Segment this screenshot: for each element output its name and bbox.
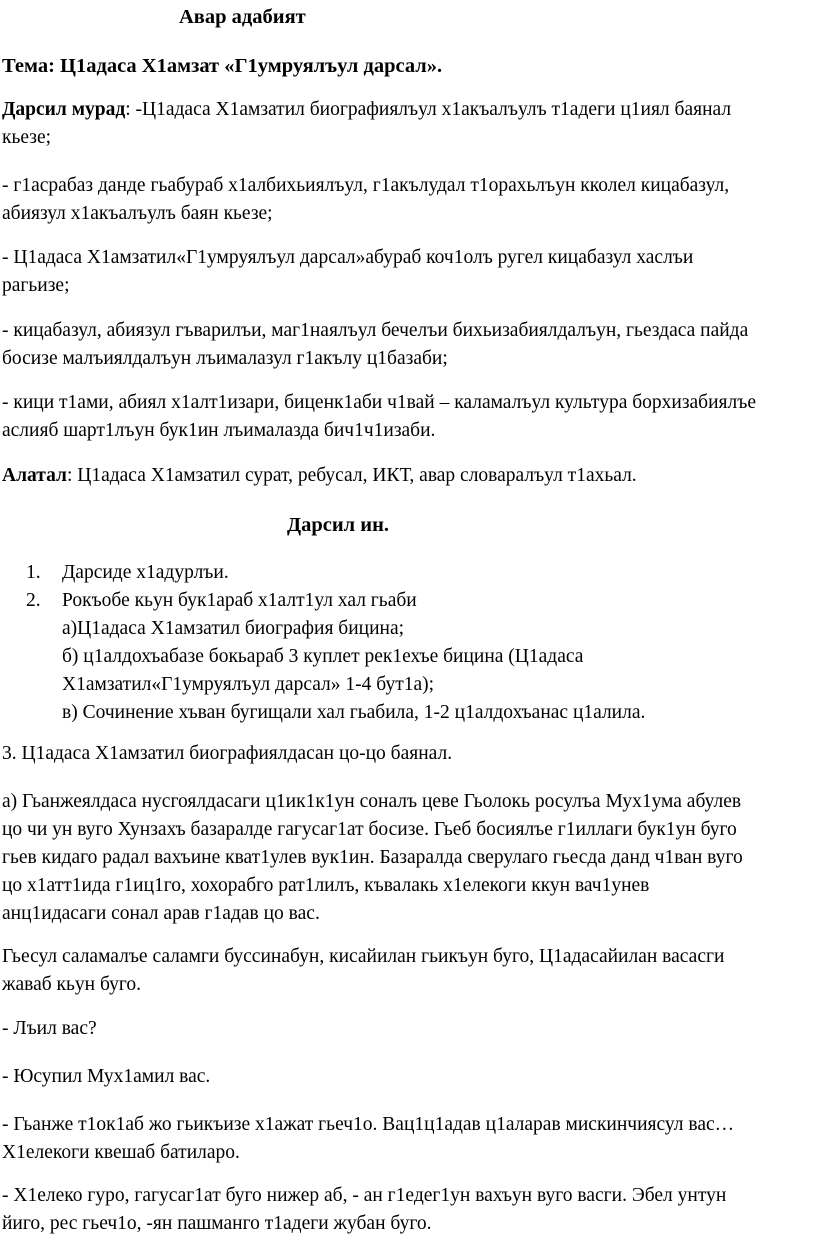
bullet-line: - кицабазул, абиязул гъварилъи, маг1наялъул бечелъи бихьизабиялдалъун, гьездаса пайда [2,320,749,341]
dialog-text: - Лъил вас? [2,1018,97,1039]
equipment-paragraph [2,462,802,490]
bullet-line: босизе малъиялдалъун лъималазул г1акълу ц1базаби; [2,348,448,369]
paragraph-line: Х1елекоги квешаб батиларо. [2,1142,240,1163]
list-text: Рокъобе кьун бук1араб х1алт1ул хал гьаби [62,590,417,611]
list-number: 1. [26,562,41,583]
sub-list-item: а)Ц1адаса Х1амзатил биография бицина; [62,618,405,639]
paragraph-line: анц1идасаги сонал арав г1адав цо вас. [2,903,320,924]
bullet-paragraph [2,172,802,228]
goal-text-2: кьезе; [2,127,52,148]
story-paragraph-d [2,1182,802,1238]
item-3-paragraph [2,740,802,768]
equipment-label: Алатал [2,465,67,486]
bullet-paragraph [2,389,802,445]
sub-list-item: б) ц1алдохъабазе бокьараб 3 куплет рек1ехъе бицина (Ц1адаса [62,646,584,667]
paragraph-line: - Х1елеко гуро, гагусаг1ат буго нижер аб, - ан г1едег1ун вахъун вуго васги. Эбел унтун [2,1185,727,1206]
paragraph-line: жаваб кьун буго. [2,974,142,995]
bullet-line: - г1асрабаз данде гьабураб х1албихьиялъул, г1акълудал т1орахьлъун кколел кицабазул, [2,175,730,196]
bullet-line: - Ц1адаса Х1амзатил«Г1умруялъул дарсал»абураб коч1олъ ругел кицабазул хаслъи [2,247,694,268]
paragraph-line: гьев кидаго радал вахъине кват1улев вук1ин. Базаралда сверулаго гьесда данд ч1ван вуго [2,847,743,868]
goal-text-1: : -Ц1адаса Х1амзатил биографиялъул х1акъалъулъ т1адеги ц1иял баянал [125,99,732,120]
item-3-text: 3. Ц1адаса Х1амзатил биографиялдасан цо-цо баянал. [2,743,453,764]
dialog-line [2,1015,802,1043]
sub-list-item: Х1амзатил«Г1умруялъул дарсал» 1-4 бут1а); [62,674,435,695]
bullet-paragraph [2,244,802,300]
paragraph-line: цо чи ун вуго Хунзахъ базаралде гагусаг1ат босизе. Гьеб босиялъе г1иллаги бук1ун буго [2,819,737,840]
document-title: Авар адабият [179,6,306,28]
dialog-line [2,1063,802,1091]
list-item [26,559,229,587]
bullet-line: - кици т1ами, абиял х1алт1изари, биценк1аби ч1вай – каламалъул культура борхизабиялъе [2,392,756,413]
paragraph-line: а) Гьанжеялдаса нусгоялдасаги ц1ик1к1ун соналъ цеве Гьолокь росулъа Мух1ума абулев [2,791,742,812]
paragraph-line: - Гьанже т1ок1аб жо гьикъизе х1ажат гьеч1о. Вац1ц1адав ц1аларав мискинчиясул вас… [2,1114,735,1135]
list-text: Дарсиде х1адурлъи. [62,562,229,583]
goal-paragraph [2,96,802,152]
sub-list-item: в) Сочинение хъван бугищали хал гьабила, 1-2 ц1алдохъанас ц1алила. [62,702,646,723]
lesson-heading: Дарсил ин. [287,514,390,536]
list-item [26,587,417,615]
paragraph-line: Гьесул саламалъе саламги буссинабун, кисайилан гьикъун буго, Ц1адасайилан васасги [2,946,725,967]
list-number: 2. [26,590,41,611]
bullet-line: рагьизе; [2,275,70,296]
story-paragraph-b [2,943,802,999]
paragraph-line: цо х1атт1ида г1иц1го, хохорабго рат1лилъ, къвалакь х1елекоги ккун вач1унев [2,875,650,896]
sub-list [62,615,645,727]
story-paragraph-c [2,1111,802,1167]
bullet-line: аслияб шарт1лъун бук1ин лъималазда бич1ч1изаби. [2,420,436,441]
dialog-text: - Юсупил Мух1амил вас. [2,1066,211,1087]
bullet-line: абиязул х1акъалъулъ баян кьезе; [2,203,273,224]
bullet-paragraph [2,317,802,373]
paragraph-line: йиго, рес гьеч1о, -ян пашманго т1адеги жубан буго. [2,1213,432,1234]
topic-heading: Тема: Ц1адаса Х1амзат «Г1умруялъул дарсал». [2,55,443,77]
goal-label: Дарсил мурад [2,99,126,120]
equipment-text: : Ц1адаса Х1амзатил сурат, ребусал, ИКТ, авар словаралъул т1ахьал. [66,465,637,486]
story-paragraph-a [2,788,802,928]
